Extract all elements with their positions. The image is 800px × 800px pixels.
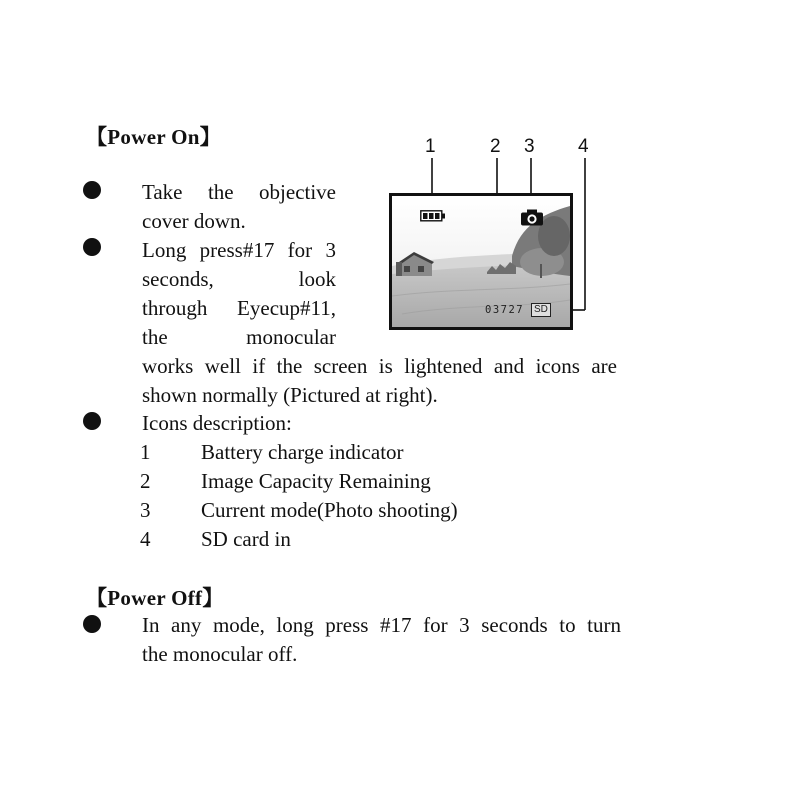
text-line: Long press#17 for 3 xyxy=(142,238,336,262)
icon-number: 4 xyxy=(140,527,151,551)
text-line: the monocular xyxy=(142,325,336,349)
power-on-heading: 【Power On】 xyxy=(86,125,222,149)
callout-3: 3 xyxy=(524,136,535,157)
text-line: the monocular off. xyxy=(142,642,298,666)
icon-number: 3 xyxy=(140,498,151,522)
text-line: shown normally (Pictured at right). xyxy=(142,383,438,407)
list-item xyxy=(140,467,458,496)
bullet-icon xyxy=(83,238,101,256)
text-line: In any mode, long press #17 for 3 seconds to turn xyxy=(142,613,621,637)
callout-2: 2 xyxy=(490,136,501,157)
bullet-long-press-continued xyxy=(142,352,617,410)
text-line: through Eyecup#11, xyxy=(142,296,336,320)
callout-4: 4 xyxy=(578,136,589,157)
icon-label: Current mode(Photo shooting) xyxy=(201,498,458,522)
text-line: Take the objective xyxy=(142,180,336,204)
icons-list xyxy=(140,438,458,554)
bullet-long-press xyxy=(142,236,336,352)
icon-number: 2 xyxy=(140,469,151,493)
sd-card-icon: SD xyxy=(531,303,551,317)
image-capacity-remaining: 03727 xyxy=(485,304,525,316)
bullet-take-cover xyxy=(142,178,336,236)
icon-label: Image Capacity Remaining xyxy=(201,469,431,493)
camera-icon xyxy=(520,209,544,226)
bullet-icon xyxy=(83,412,101,430)
bullet-icon xyxy=(83,615,101,633)
text-line: works well if the screen is lightened and icons are xyxy=(142,354,617,378)
bullet-icon xyxy=(83,181,101,199)
list-item xyxy=(140,496,458,525)
bullet-power-off xyxy=(142,611,621,669)
monocular-screen-image xyxy=(389,193,573,330)
icon-label: SD card in xyxy=(201,527,291,551)
icon-number: 1 xyxy=(140,440,151,464)
power-off-heading: 【Power Off】 xyxy=(86,586,224,610)
text-line: seconds, look xyxy=(142,267,336,291)
list-item xyxy=(140,525,458,554)
icons-description-title: Icons description: xyxy=(142,411,292,435)
text-line: cover down. xyxy=(142,209,246,233)
battery-icon xyxy=(420,210,446,222)
list-item xyxy=(140,438,458,467)
icon-label: Battery charge indicator xyxy=(201,440,404,464)
callout-1: 1 xyxy=(425,136,436,157)
